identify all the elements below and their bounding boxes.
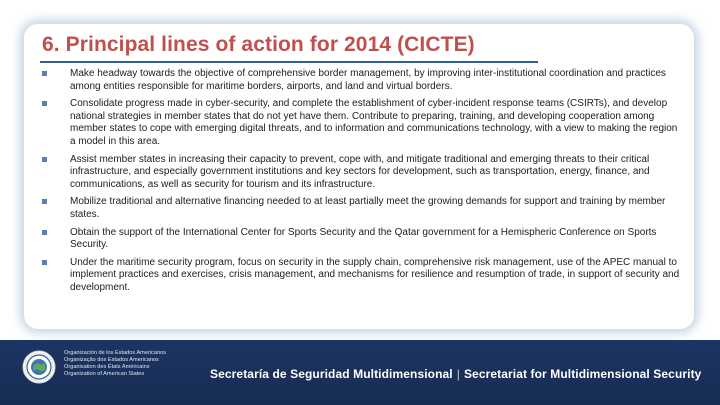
bullet-marker: [42, 230, 47, 235]
bullet-item: [40, 196, 680, 221]
bullet-marker: [42, 71, 47, 76]
org-name: Organización de los Estados Americanos: [64, 350, 166, 356]
bullet-marker: [42, 101, 47, 106]
bullet-text: Make headway towards the objective of comprehensive border management, by improving inter-institutional coordination and practices among entities responsible for maritime borders, airports, and land and virtual borders.: [70, 68, 666, 92]
bullet-list: [40, 68, 680, 300]
bullet-item: [40, 154, 680, 192]
org-name: Organisation des États Américains: [64, 364, 150, 370]
slide-title: 6. Principal lines of action for 2014 (CICTE): [42, 33, 475, 56]
secretariat-english: Secretariat for Multidimensional Security: [463, 367, 702, 381]
bullet-marker: [42, 199, 47, 204]
org-name-list: [64, 350, 224, 378]
bullet-text: Under the maritime security program, focus on security in the supply chain, comprehensive risk management, use of the APEC manual to implement practices and exercises, crisis management, and mechanisms for resilience and resumption of trade, in support of security and development.: [70, 256, 680, 293]
oas-seal-icon: [22, 350, 56, 384]
bullet-marker: [42, 157, 47, 162]
bullet-item: [40, 227, 680, 252]
separator: |: [456, 367, 460, 381]
footer-bar: [0, 340, 720, 405]
bullet-text: Assist member states in increasing their capacity to prevent, cope with, and mitigate traditional and emerging threats to their critical infrastructure, and especially government institutions and key sectors for development, such as transportation, energy, finance, and communications, as well as security for tourism and its infrastructure.: [70, 153, 650, 190]
secretariat-spanish: Secretaría de Seguridad Multidimensional: [210, 367, 453, 381]
title-underline: [40, 61, 538, 63]
secretariat-banner: [210, 367, 701, 381]
org-name: Organização dos Estados Americanos: [64, 357, 159, 363]
bullet-marker: [42, 260, 47, 265]
bullet-item: [40, 257, 680, 295]
org-name: Organization of American States: [64, 371, 145, 377]
bullet-item: [40, 98, 680, 148]
bullet-text: Obtain the support of the International Center for Sports Security and the Qatar government for a Hemispheric Conference on Sports Security.: [70, 226, 657, 251]
bullet-text: Consolidate progress made in cyber-security, and complete the establishment of cyber-incident response teams (CSIRTs), and develop national strategies in member states that do not yet have them. Contribute to preparing, training, and developing cooperation among member states to cope with emerging digital threats, and to information and communications technology, with a view to making the region a model in this area.: [70, 98, 678, 147]
bullet-text: Mobilize traditional and alternative financing needed to at least partially meet the growing demands for support and training by member states.: [70, 196, 666, 220]
bullet-item: [40, 68, 680, 93]
